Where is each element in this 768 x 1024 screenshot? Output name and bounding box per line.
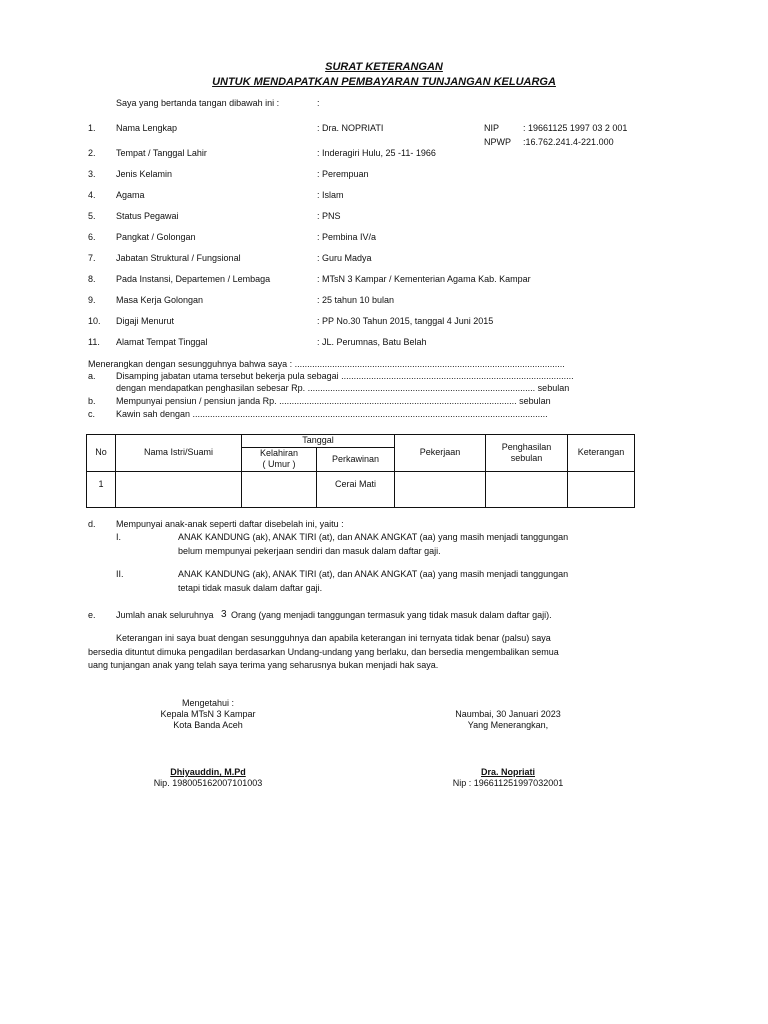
field-number: 6.	[88, 232, 96, 242]
field-value: : JL. Perumnas, Batu Belah	[317, 337, 427, 347]
right-signatory-nip: Nip : 196611251997032001	[452, 778, 564, 788]
closing-line2: bersedia dituntut dimuka pengadilan berdasarkan Undang-undang yang berlaku, dan bersedia mengembalikan semua	[88, 647, 559, 657]
field-number: 3.	[88, 169, 96, 179]
table-header-name: Nama Istri/Suami	[116, 435, 242, 472]
left-sign-line3: Kota Banda Aceh	[173, 720, 243, 730]
field-value: : PNS	[317, 211, 341, 221]
table-cell-no: 1	[87, 471, 116, 507]
table-row	[87, 471, 635, 507]
field-number: 8.	[88, 274, 96, 284]
field-value: : Islam	[317, 190, 344, 200]
field-number: 7.	[88, 253, 96, 263]
field-label: Masa Kerja Golongan	[116, 295, 204, 305]
item-d-text: Mempunyai anak-anak seperti daftar disebelah ini, yaitu :	[116, 519, 344, 529]
closing-line3: uang tunjangan anak yang telah saya terima yang seharusnya bukan menjadi hak saya.	[88, 660, 439, 670]
item-i-line2: belum mempunyai pekerjaan sendiri dan masuk dalam daftar gaji.	[178, 546, 441, 556]
field-value: : MTsN 3 Kampar / Kementerian Agama Kab. Kampar	[317, 274, 531, 284]
table-header-penghasilan-line1: Penghasilan	[501, 441, 552, 452]
field-label: Nama Lengkap	[116, 123, 178, 133]
closing-line1: Keterangan ini saya buat dengan sesungguhnya dan apabila keterangan ini ternyata tidak benar (palsu) saya	[116, 633, 551, 643]
item-a-line1: Disamping jabatan utama tersebut bekerja pula sebagai .............................................................................................	[116, 372, 574, 381]
field-value: : Inderagiri Hulu, 25 -11- 1966	[317, 148, 436, 158]
spouse-table	[86, 434, 635, 508]
field-value: : Pembina IV/a	[317, 232, 377, 242]
field-value: : Dra. NOPRIATI	[317, 123, 384, 133]
item-i-line1: ANAK KANDUNG (ak), ANAK TIRI (at), dan ANAK ANGKAT (aa) yang masih menjadi tanggungan	[178, 532, 569, 542]
field-label: Digaji Menurut	[116, 316, 175, 326]
declaration-lead: Menerangkan dengan sesungguhnya bahwa saya : ............................................................................................................	[88, 360, 565, 369]
field-label: Jabatan Struktural / Fungsional	[116, 253, 241, 263]
field-number: 4.	[88, 190, 96, 200]
field-label: Tempat / Tanggal Lahir	[116, 148, 207, 158]
field-number: 1.	[88, 123, 96, 133]
table-cell-keterangan	[568, 471, 635, 507]
item-a-mark: a.	[88, 371, 96, 381]
item-ii-mark: II.	[116, 569, 124, 579]
npwp-label: NPWP	[484, 137, 511, 147]
nip-label: NIP	[484, 123, 500, 133]
field-number: 11.	[88, 337, 100, 347]
item-c-line: Kawin sah dengan ..............................................................................................................................................	[116, 410, 548, 419]
field-number: 9.	[88, 295, 96, 305]
document-title: SURAT KETERANGAN	[325, 61, 443, 73]
left-signatory-nip: Nip. 198005162007101003	[153, 778, 263, 788]
right-sign-line2: Yang Menerangkan,	[467, 720, 549, 730]
item-d-mark: d.	[88, 519, 96, 529]
table-cell-penghasilan	[486, 471, 568, 507]
item-ii-line2: tetapi tidak masuk dalam daftar gaji.	[178, 583, 323, 593]
field-number: 5.	[88, 211, 96, 221]
intro-colon: :	[317, 98, 320, 108]
item-a-line2: dengan mendapatkan penghasilan sebesar Rp. ........................................................................................... sebulan	[116, 384, 570, 393]
item-e-prefix: Jumlah anak seluruhnya	[116, 610, 214, 620]
right-sign-place-date: Naumbai, 30 Januari 2023	[455, 709, 561, 719]
field-value: : PP No.30 Tahun 2015, tanggal 4 Juni 2015	[317, 316, 494, 326]
table-header-tanggal: Tanggal	[242, 435, 395, 448]
item-b-mark: b.	[88, 396, 96, 406]
children-count: 3	[221, 609, 227, 620]
left-sign-line1: Mengetahui :	[181, 698, 235, 708]
field-value: : Guru Madya	[317, 253, 372, 263]
table-header-kelahiran	[242, 448, 317, 472]
table-cell-name	[116, 471, 242, 507]
item-c-mark: c.	[88, 409, 96, 419]
left-sign-line2: Kepala MTsN 3 Kampar	[160, 709, 256, 719]
intro-text: Saya yang bertanda tangan dibawah ini :	[116, 98, 280, 108]
right-signatory-name: Dra. Nopriati	[480, 767, 535, 777]
item-i-mark: I.	[116, 532, 122, 542]
table-header-kelahiran-line1: Kelahiran	[259, 448, 299, 458]
left-signatory-name: Dhiyauddin, M.Pd	[170, 767, 246, 777]
field-label: Status Pegawai	[116, 211, 179, 221]
field-label: Alamat Tempat Tinggal	[116, 337, 208, 347]
table-cell-perkawinan: Cerai Mati	[317, 471, 395, 507]
item-ii-line1: ANAK KANDUNG (ak), ANAK TIRI (at), dan ANAK ANGKAT (aa) yang masih menjadi tanggungan	[178, 569, 569, 579]
npwp-value: :16.762.241.4-221.000	[523, 137, 614, 147]
table-header-perkawinan: Perkawinan	[317, 448, 395, 472]
field-label: Jenis Kelamin	[116, 169, 173, 179]
table-header-penghasilan	[486, 435, 568, 472]
nip-value: : 19661125 1997 03 2 001	[523, 123, 628, 133]
item-e-mark: e.	[88, 610, 96, 620]
table-header-pekerjaan: Pekerjaan	[395, 435, 486, 472]
field-value: : Perempuan	[317, 169, 369, 179]
document-subtitle: UNTUK MENDAPATKAN PEMBAYARAN TUNJANGAN KELUARGA	[212, 76, 556, 88]
table-cell-pekerjaan	[395, 471, 486, 507]
field-number: 10.	[88, 316, 101, 326]
field-label: Pada Instansi, Departemen / Lembaga	[116, 274, 271, 284]
field-label: Pangkat / Golongan	[116, 232, 196, 242]
field-label: Agama	[116, 190, 145, 200]
table-header-kelahiran-line2: ( Umur )	[262, 459, 296, 470]
table-header-no: No	[87, 435, 116, 472]
table-cell-kelahiran	[242, 471, 317, 507]
field-number: 2.	[88, 148, 96, 158]
field-value: : 25 tahun 10 bulan	[317, 295, 395, 305]
item-b-line: Mempunyai pensiun / pensiun janda Rp. ............................................................................................... sebulan	[116, 397, 551, 406]
table-header-keterangan: Keterangan	[568, 435, 635, 472]
item-e-suffix: Orang (yang menjadi tanggungan termasuk yang tidak masuk dalam daftar gaji).	[231, 610, 552, 620]
table-header-penghasilan-line2: sebulan	[510, 452, 543, 463]
